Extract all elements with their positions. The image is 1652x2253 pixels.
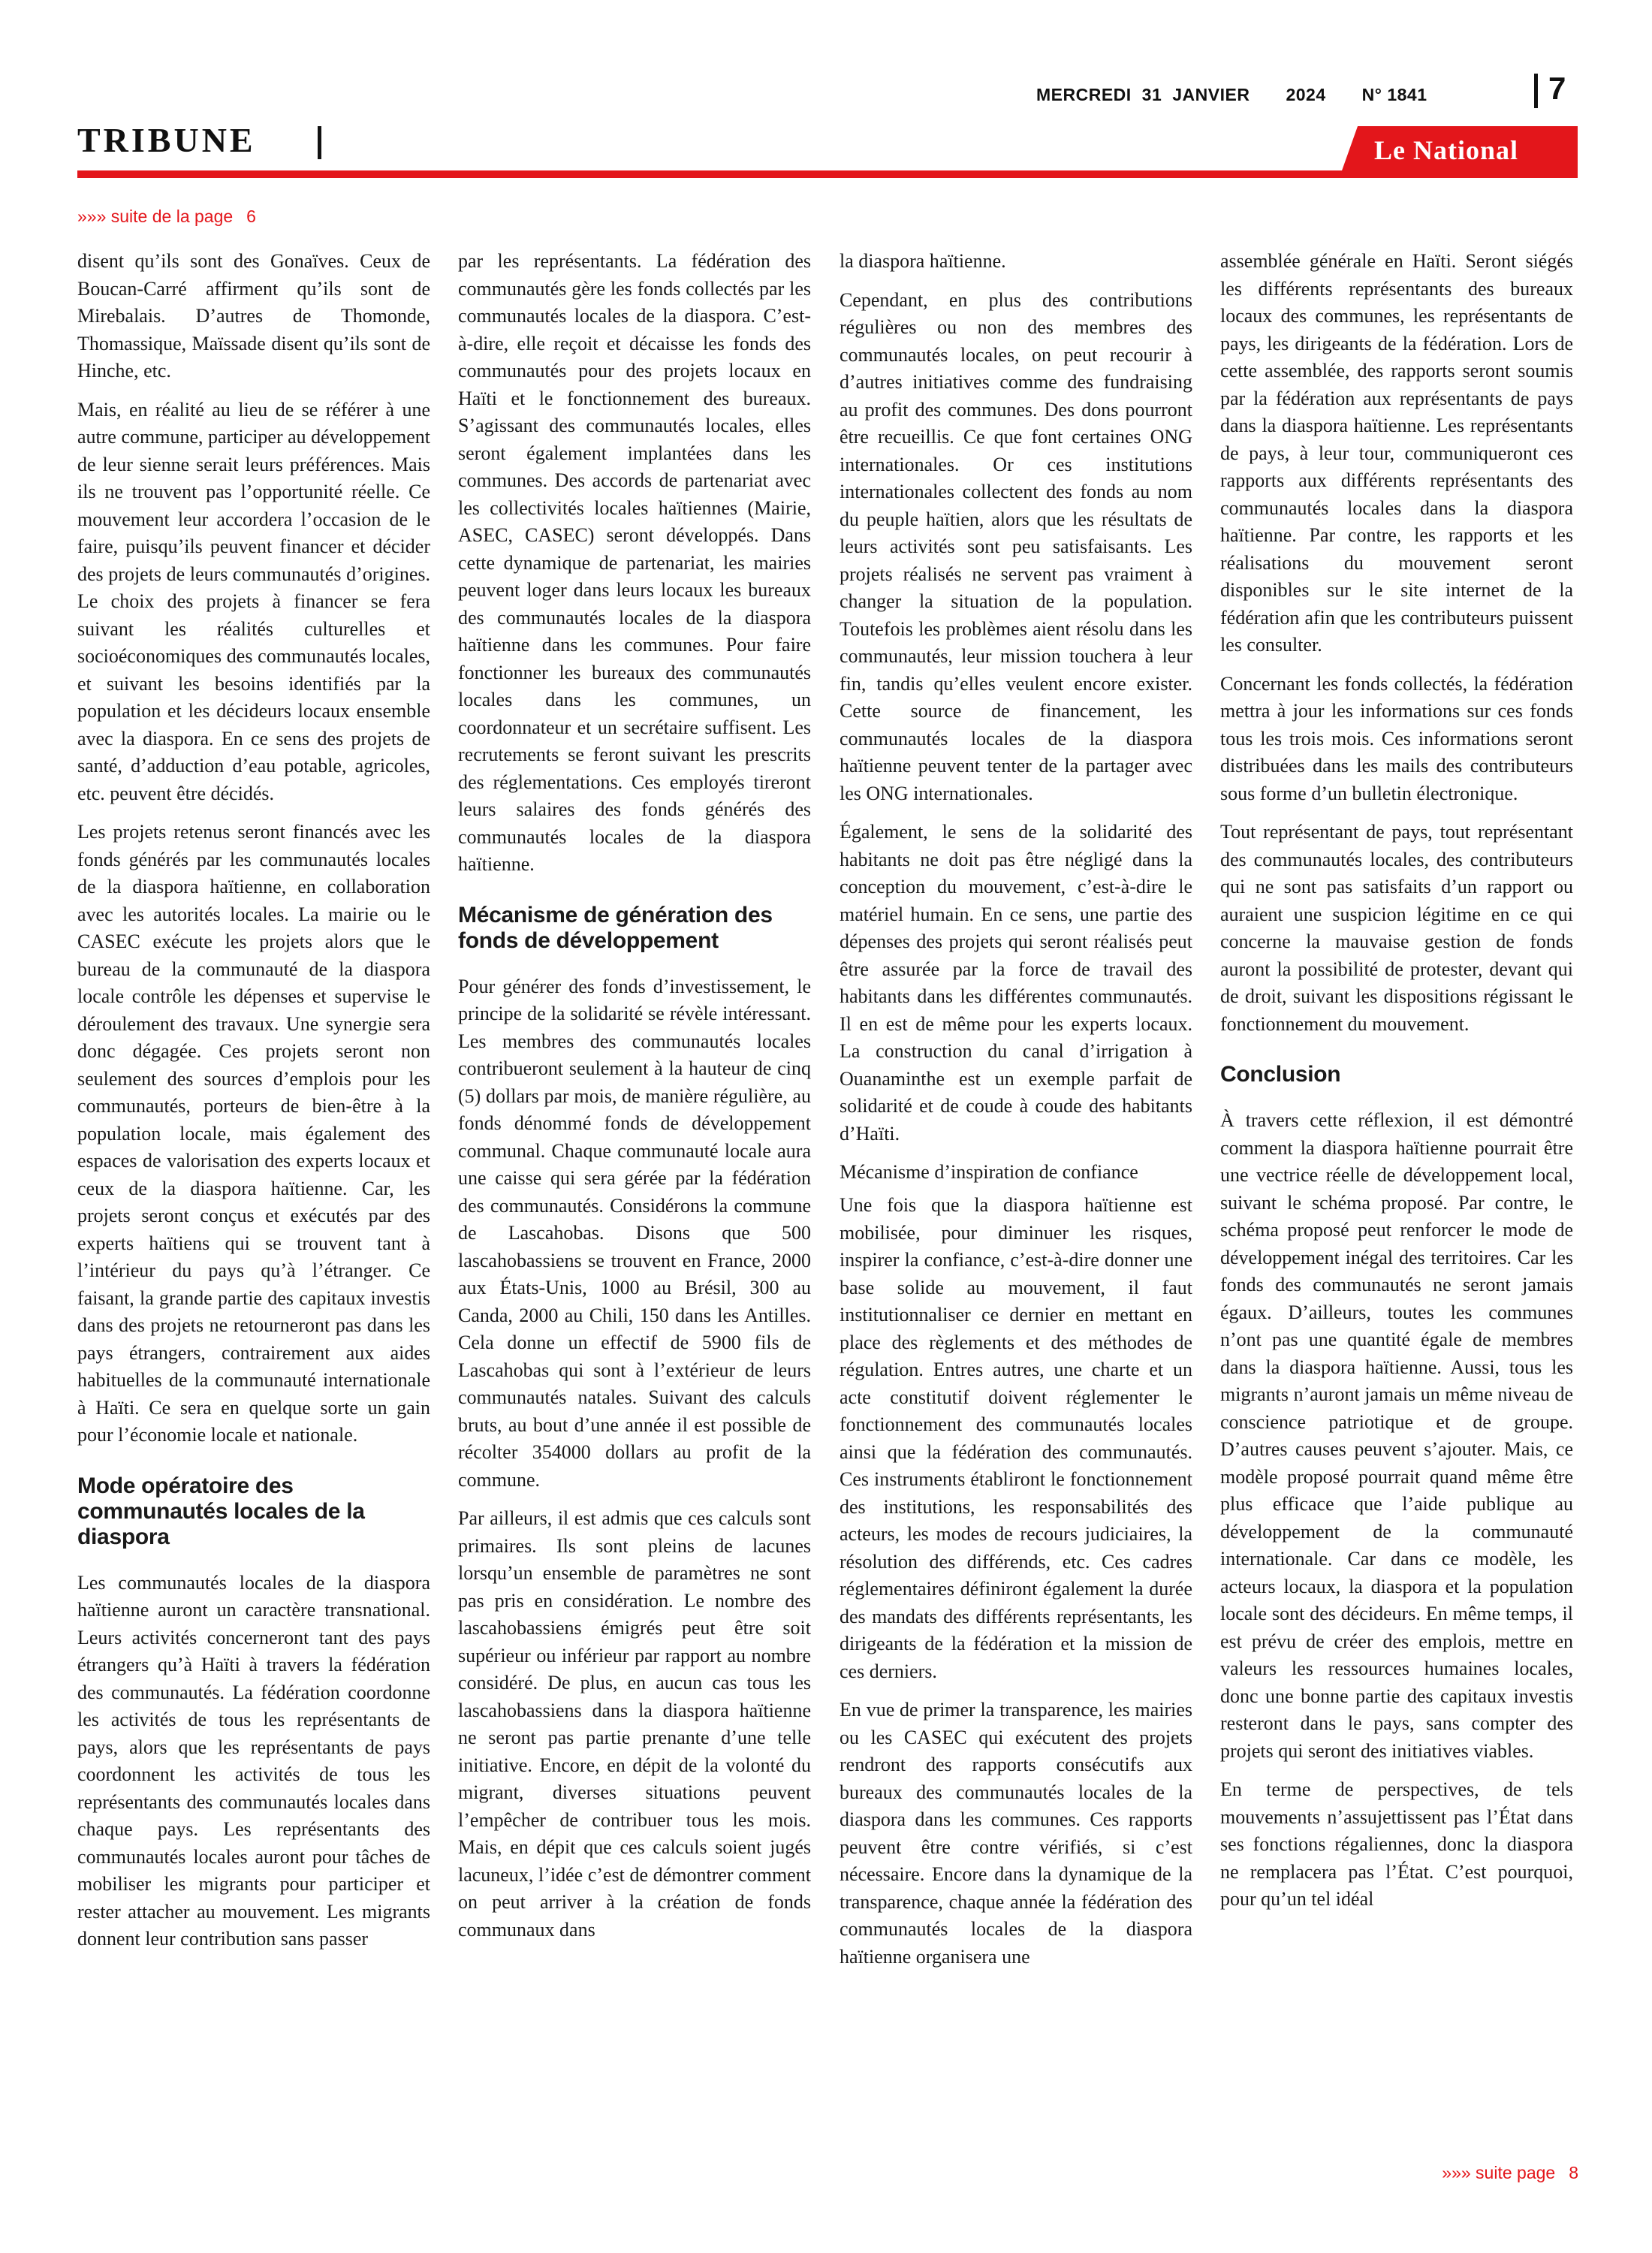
page-number: 7: [1548, 71, 1566, 106]
continued-from-link[interactable]: [77, 207, 256, 227]
article-paragraph: En terme de perspectives, de tels mouvements n’assujettissent pas l’État dans ses fonctions régaliennes, donc la diaspora ne remplacera pas l’État. C’est pourquoi, pour qu’un tel idéal: [1220, 1778, 1573, 1910]
article-paragraph: disent qu’ils sont des Gonaïves. Ceux de Boucan-Carré affirment qu’ils sont de Mirebalais. D’autres de Thomonde, Thomassique, Maïssade disent qu’ils sont de Hinche, etc.: [77, 250, 430, 382]
article-subheading: Mécanisme de génération des fonds de développement: [458, 902, 773, 953]
continued-from-page: 6: [246, 207, 256, 226]
article-paragraph: Les projets retenus seront financés avec les fonds générés par les communautés locales de la diaspora haïtienne, en collaboration avec les autorités locales. La mairie ou le CASEC exécute les projets alors que le bureau de la communauté de la diaspora locale contrôle les dépenses et supervise le déroulement des travaux. Une synergie sera donc dégagée. Ces projets seront non seulement des sources d’emplois pour les communautés, porteurs de bien-être à la population locale, mais également des espaces de valorisation des experts locaux et ceux de la diaspora haïtienne. Car, les projets seront conçus et exécutés par des experts haïtiens qui se trouvent tant à l’intérieur du pays qu’à l’étranger. Ce faisant, la grande partie des capitaux investis dans des projets ne retourneront pas dans les pays étrangers, contrairement aux aides habituelles de la communauté internationale à Haïti. Ce sera en quelque sorte un gain pour l’économie locale et nationale.: [77, 821, 430, 1446]
article-subheading: Mécanisme d’inspiration de confiance: [840, 1161, 1138, 1183]
page-number-divider: [1534, 74, 1538, 108]
article-paragraph: Cependant, en plus des contributions régulières ou non des membres des communautés locales, on peut recourir à d’autres initiatives comme des fundraising au profit des communes. Des dons pourront être recueillis. Ce que font certaines ONG internationales. Or ces institutions internationales collectent des fonds au nom du peuple haïtien, alors que les résultats de leurs activités sont peu satisfaisants. Les projets réalisés ne servent pas vraiment à changer la situation de la population. Toutefois les problèmes aient résolu dans les communautés, leur mission touchera à leur fin, tandis qu’elles veulent encore exister. Cette source de financement, les communautés locales de la diaspora haïtienne peuvent tenter de la partager avec les ONG internationales.: [840, 288, 1192, 804]
issue-year: 2024: [1286, 85, 1326, 104]
issue-number: N° 1841: [1361, 85, 1427, 104]
article-paragraph: En vue de primer la transparence, les mairies ou les CASEC qui exécutent des projets rendront des rapports consécutifs aux bureaux des communautés locales de la diaspora dans les communes. Ces rapports peuvent être contre vérifiés, si c’est nécessaire. Encore dans la dynamique de la transparence, chaque année la fédération des communautés locales de la diaspora haïtienne organisera une: [840, 1699, 1192, 1968]
brand-name: Le National: [1374, 135, 1519, 165]
issue-month: JANVIER: [1172, 85, 1250, 104]
article-column-2: [458, 248, 811, 1955]
header-rule: [77, 170, 1578, 178]
article-paragraph: Les communautés locales de la diaspora haïtienne auront un caractère transnational. Leurs activités concerneront tant des pays étrangers qu’à Haïti à travers la fédération des communautés. La fédération coordonne les activités de tous les représentants de pays, alors que les représentants de pays coordonnent les activités de tous les représentants des communautés locales dans chaque pays. Les représentants des communautés locales auront pour tâches de mobiliser les migrants pour participer et rester attacher au mouvement. Les migrants donnent leur contribution sans passer: [77, 1571, 430, 1950]
continued-to-link[interactable]: [1374, 2163, 1578, 2183]
article-paragraph: assemblée générale en Haïti. Seront siégés les différents représentants des bureaux locaux des communes, les représentants de pays, les dirigeants de la fédération. Lors de cette assemblée, des rapports seront soumis par la fédération aux représentants de pays dans la diaspora haïtienne. Les représentants de pays, à leur tour, communiqueront ces rapports aux différents représentants des communautés locales dans la diaspora haïtienne. Par contre, les rapports et les réalisations du mouvement seront disponibles sur le site internet de la fédération afin que les contributeurs puissent les consulter.: [1220, 250, 1573, 656]
section-title: TRIBUNE: [77, 121, 256, 159]
article-subheading: Conclusion: [1220, 1062, 1341, 1087]
section-title-divider: [318, 126, 321, 159]
article-paragraph: Par ailleurs, il est admis que ces calculs sont primaires. Ils sont pleins de lacunes lorsqu’un ensemble de paramètres ne sont pas pris en considération. Le nombre des lascahobassiens émigrés peut être soit supérieur ou inférieur par rapport au nombre considéré. De plus, en aucun cas tous les lascahobassiens dans la diaspora haïtienne ne seront pas partie prenante d’une telle initiative. Encore, en dépit de la volonté du migrant, diverses situations peuvent l’empêcher de contribuer tous les mois. Mais, en dépit que ces calculs soient jugés lacuneux, l’idée c’est de démontrer comment on peut arriver à la création de fonds communaux dans: [458, 1507, 811, 1941]
article-column-3: [840, 248, 1192, 1982]
article-paragraph: Pour générer des fonds d’investissement, le principe de la solidarité se révèle intéressant. Les membres des communautés locales contribueront seulement à la hauteur de cinq (5) dollars par mois, de manière régulière, au fonds dénommé fonds de développement communal. Chaque communauté locale aura une caisse qui sera gérée par la fédération des communautés. Considérons la commune de Lascahobas. Disons que 500 lascahobassiens se trouvent en France, 2000 aux États-Unis, 1000 au Brésil, 300 au Canda, 2000 au Chili, 150 dans les Antilles. Cela donne un effectif de 5900 fils de Lascahobas qui sont à l’extérieur de leurs communautés natales. Suivant des calculs bruts, au bout d’une année il est possible de récolter 354000 dollars au profit de la commune.: [458, 975, 811, 1491]
issue-date-line: [1036, 85, 1438, 105]
article-paragraph: Tout représentant de pays, tout représentant des communautés locales, des contributeurs qui ne sont pas satisfaits d’un rapport ou auraient une suspicion légitime en ce qui concerne la mauvaise gestion de fonds auront la possibilité de protester, devant qui de droit, suivant les dispositions régissant le fonctionnement du mouvement.: [1220, 821, 1573, 1035]
article-paragraph: Une fois que la diaspora haïtienne est mobilisée, pour diminuer les risques, inspirer la confiance, c’est-à-dire donner une base solide au mouvement, il faut institutionnaliser ce dernier en mettant en place des règlements et des méthodes de régulation. Entres autres, une charte et un acte constitutif doivent réglementer le fonctionnement des communautés locales ainsi que la fédération des communautés. Ces instruments établiront le fonctionnement des institutions, les responsabilités des acteurs, les modes de recours judiciaires, la résolution des différends, etc. Ces cadres réglementaires définiront également la durée des mandats des différents représentants, les dirigeants de la fédération et la mission de ces derniers.: [840, 1194, 1192, 1682]
article-subheading: Mode opératoire des communautés locales de la diaspora: [77, 1473, 365, 1549]
article-paragraph: par les représentants. La fédération des communautés gère les fonds collectés par les communautés locales de la diaspora. C’est-à-dire, elle reçoit et décaisse les fonds des communautés pour des projets locaux en Haïti et le fonctionnement des bureaux. S’agissant des communautés locales, elles seront également implantées dans les communes. Des accords de partenariat avec les collectivités locales haïtiennes (Mairie, ASEC, CASEC) seront développés. Dans cette dynamique de partenariat, les mairies peuvent loger dans leurs locaux les bureaux des communautés locales de la diaspora haïtienne dans les communes. Pour faire fonctionner les bureaux des communautés locales dans les communes, un coordonnateur et un secrétaire suffisent. Les recrutements se feront suivant les prescrits des réglementations. Ces employés tireront leurs salaires des fonds générés des communautés locales de la diaspora haïtienne.: [458, 250, 811, 875]
article-column-4: [1220, 248, 1573, 1925]
continued-to-page: 8: [1569, 2163, 1578, 2182]
continued-to-label: »»» suite page: [1442, 2163, 1556, 2182]
article-paragraph: la diaspora haïtienne.: [840, 250, 1006, 272]
article-column-1: [77, 248, 430, 1965]
article-paragraph: À travers cette réflexion, il est démontré comment la diaspora haïtienne pourrait être une vectrice réelle de développement local, suivant le schéma proposé. Par contre, le schéma proposé peut renforcer le mode de développement inégal des territoires. Car les fonds des communautés ne seront jamais égaux. D’ailleurs, toutes les communes n’ont pas une quantité égale de membres dans la diaspora haïtienne. Aussi, tous les migrants n’auront jamais un même niveau de conscience patriotique et de groupe. D’autres causes peuvent s’ajouter. Mais, ce modèle proposé pourrait quand même être plus efficace que l’aide publique au développement de la communauté internationale. Car dans ce modèle, les acteurs locaux, la diaspora et la population locale sont des décideurs. En même temps, il est prévu de créer des emplois, mettre en valeurs les ressources humaines locales, donc une bonne partie des capitaux investis resteront dans le pays, sans compter des projets qui seront des initiatives viables.: [1220, 1109, 1573, 1762]
article-paragraph: Également, le sens de la solidarité des habitants ne doit pas être négligé dans la conception du mouvement, c’est-à-dire le matériel humain. En ce sens, une partie des dépenses des projets qui seront réalisés peut être assurée par la force de travail des habitants dans les différentes communautés. Il en est de même pour les experts locaux. La construction du canal d’irrigation à Ouanaminthe est un exemple parfait de solidarité et de coude à coude des habitants d’Haïti.: [840, 821, 1192, 1145]
issue-date-number: 31: [1141, 85, 1162, 104]
issue-day: MERCREDI: [1036, 85, 1132, 104]
article-paragraph: Mais, en réalité au lieu de se référer à une autre commune, participer au développement de leur sienne serait leurs préférences. Mais ils ne trouvent pas l’opportunité réelle. Ce mouvement leur accordera l’occasion de le faire, puisqu’ils peuvent financer et décider des projets de leurs communautés d’origines. Le choix des projets à financer se fera suivant les réalités culturelles et socioéconomiques des communautés locales, et suivant les besoins identifiés par la population et les décideurs locaux ensemble avec la diaspora. En ce sens des projets de santé, d’adduction d’eau potable, agricoles, etc. peuvent être décidés.: [77, 398, 430, 804]
continued-from-label: »»» suite de la page: [77, 207, 234, 226]
article-paragraph: Concernant les fonds collectés, la fédération mettra à jour les informations sur ces fonds tous les trois mois. Ces informations seront distribuées dans les mails des contributeurs sous forme d’un bulletin électronique.: [1220, 672, 1573, 804]
